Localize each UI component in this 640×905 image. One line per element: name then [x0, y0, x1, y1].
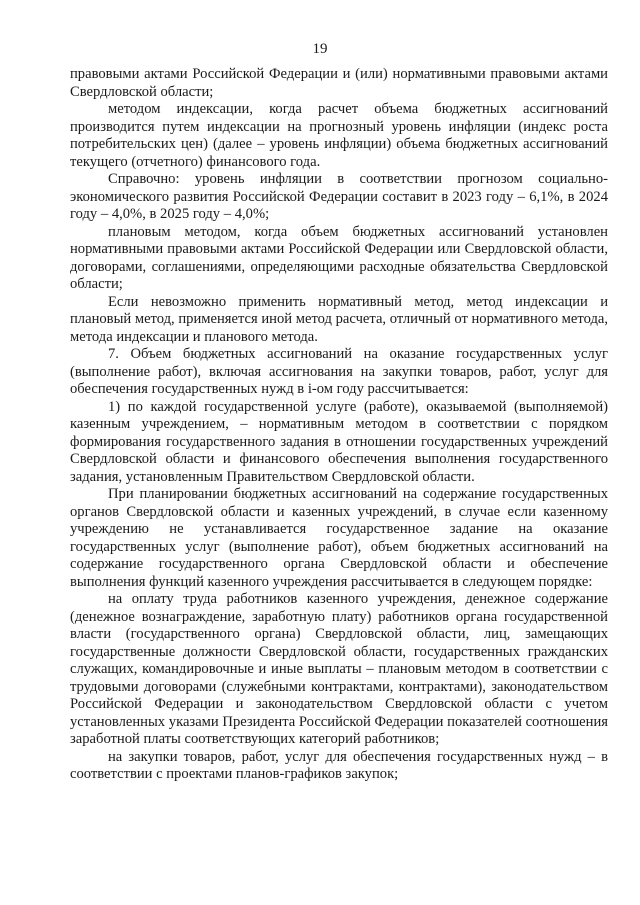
paragraph: на оплату труда работников казенного учреждения, денежное содержание (денежное вознаграждение, заработную плату) работников органа государственной власти (государственного органа) Свердловской области, лиц, замещающих государственные должности Свердловской области, государственных гражданских служащих, командировочные и иные выплаты – плановым методом в соответствии с трудовыми договорами (служебными контрактами, контрактами), законодательством Российской Федерации и законодательством Свердловской области с учетом установленных указами Президента Российской Федерации показателей соотношения заработной платы соответствующих категорий работников;: [70, 591, 608, 747]
page-number: 19: [312, 41, 328, 57]
paragraph: на закупки товаров, работ, услуг для обеспечения государственных нужд – в соответствии с проектами планов-графиков закупок;: [70, 748, 608, 782]
paragraph: Справочно: уровень инфляции в соответствии прогнозом социально-экономического развития Российской Федерации составит в 2023 году – 6,1%, в 2024 году – 4,0%, в 2025 году – 4,0%;: [70, 171, 608, 222]
paragraph: 1) по каждой государственной услуге (работе), оказываемой (выполняемой) казенным учреждением, – нормативным методом в соответствии с порядком формирования государственного задания в отношении государственных учреждений Свердловской области и финансового обеспечения выполнения государственного задания, установленным Правительством Свердловской области.: [70, 398, 608, 485]
paragraph: 7. Объем бюджетных ассигнований на оказание государственных услуг (выполнение работ), включая ассигнования на закупки товаров, работ, услуг для обеспечения государственных нужд в i-ом году рассчитывается:: [70, 346, 608, 397]
paragraph: Если невозможно применить нормативный метод, метод индексации и плановый метод, применяется иной метод расчета, отличный от нормативного метода, метода индексации и планового метода.: [70, 293, 608, 345]
paragraph: При планировании бюджетных ассигнований на содержание государственных органов Свердловской области и казенных учреждений, в случае если казенному учреждению не устанавливается государственное задание на оказание государственных услуг (выполнение работ), объем бюджетных ассигнований на содержание государственного органа Свердловской области и обеспечение выполнения функций казенного учреждения рассчитывается в следующем порядке:: [70, 486, 608, 590]
paragraph: правовыми актами Российской Федерации и (или) нормативными правовыми актами Свердловской области;: [70, 66, 608, 100]
paragraph: плановым методом, когда объем бюджетных ассигнований установлен нормативными правовыми актами Российской Федерации или Свердловской области, договорами, соглашениями, определяющими расходные обязательства Свердловской области;: [70, 223, 608, 292]
document-body: [70, 66, 608, 784]
paragraph: методом индексации, когда расчет объема бюджетных ассигнований производится путем индексации на прогнозный уровень инфляции (индекс роста потребительских цен) (далее – уровень инфляции) объема бюджетных ассигнований текущего (отчетного) финансового года.: [70, 101, 608, 170]
